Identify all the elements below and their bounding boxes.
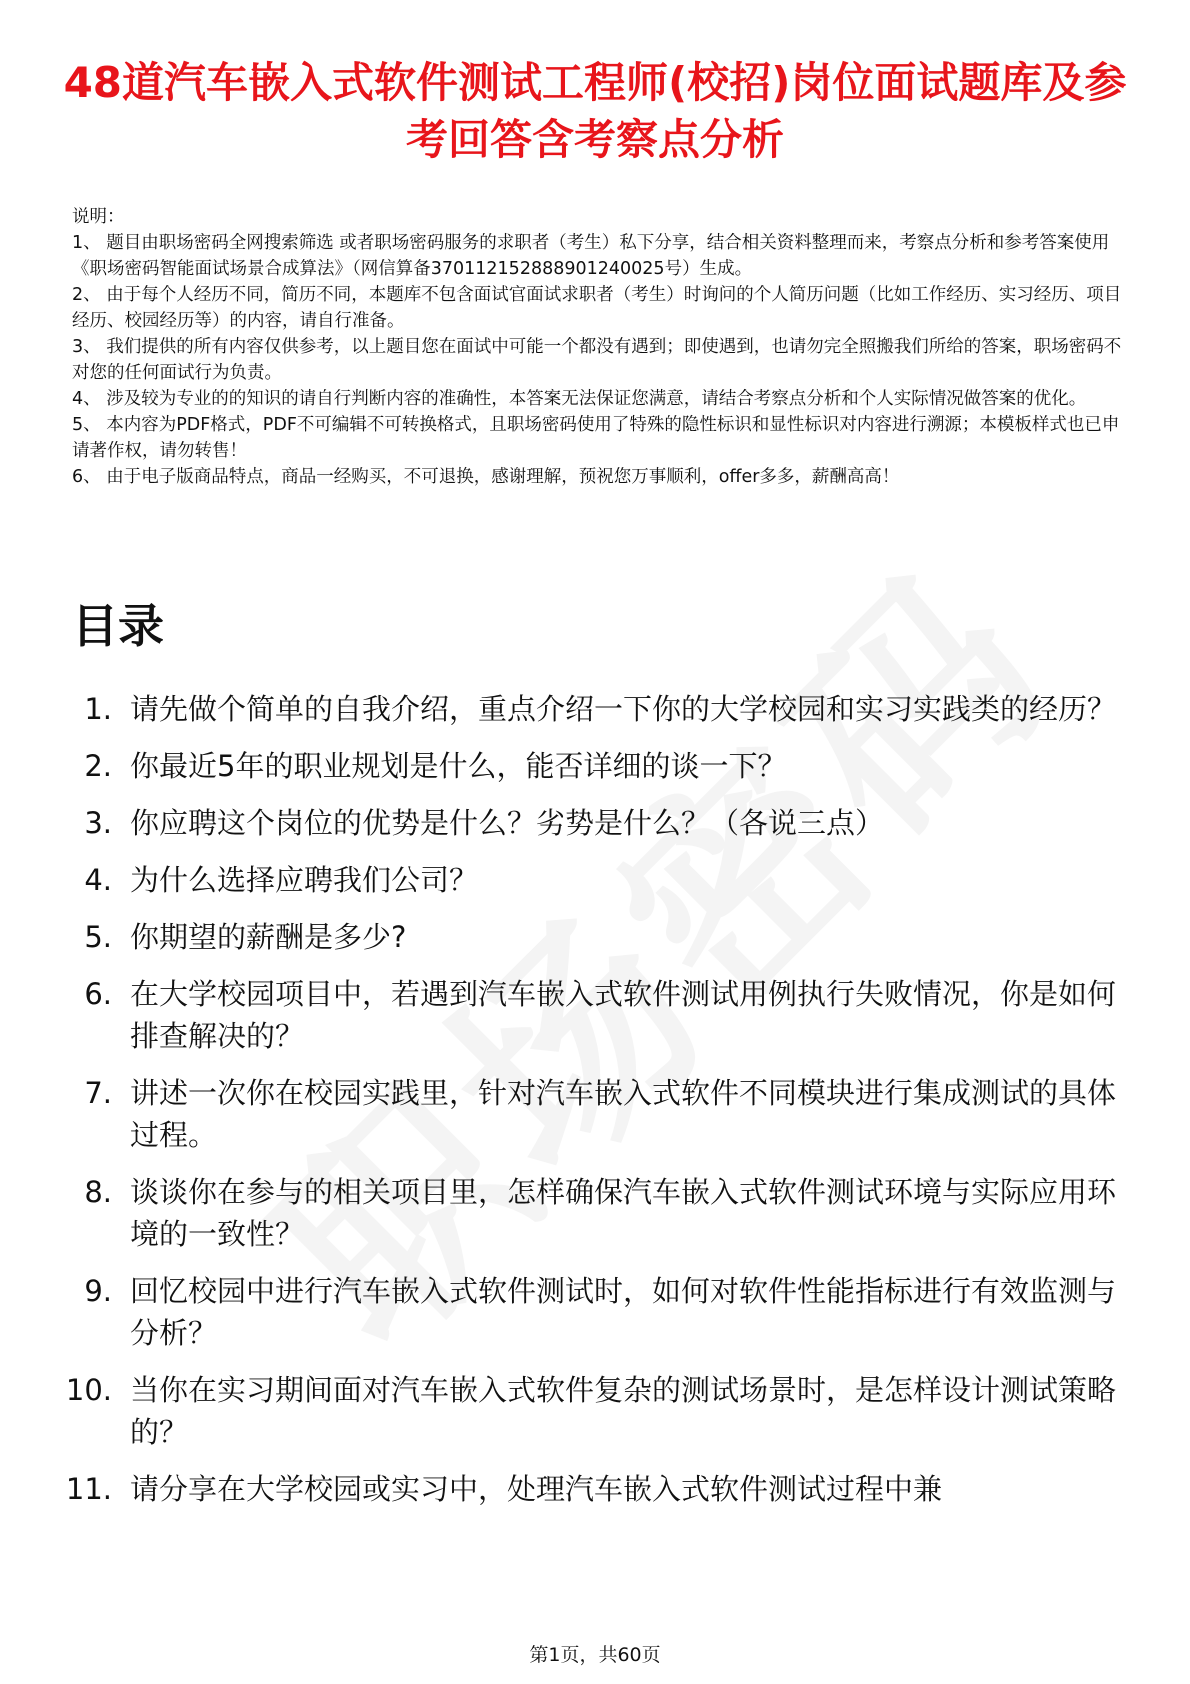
toc-heading: 目录 [72,599,164,653]
toc-item[interactable] [52,688,1122,730]
toc-item[interactable] [52,745,1122,787]
notes-section [72,204,1122,490]
toc-item[interactable] [52,802,1122,844]
toc-item-number: 8. [84,1175,112,1209]
toc-item-number: 6. [84,977,112,1011]
notes-heading: 说明： [72,207,125,227]
toc-item[interactable] [52,1369,1122,1453]
toc-item-text: 讲述一次你在校园实践里，针对汽车嵌入式软件不同模块进行集成测试的具体过程。 [130,1076,1117,1152]
note-item: 4、 涉及较为专业的的知识的请自行判断内容的准确性，本答案无法保证您满意，请结合考察点分析和个人实际情况做答案的优化。 [72,389,1087,409]
toc-item-number: 9. [84,1274,112,1308]
toc-item[interactable] [52,1270,1122,1354]
toc-item[interactable] [52,973,1122,1057]
note-item: 5、 本内容为PDF格式，PDF不可编辑不可转换格式，且职场密码使用了特殊的隐性标识和显性标识对内容进行溯源；本模板样式也已申请著作权，请勿转售！ [72,415,1120,461]
note-item: 2、 由于每个人经历不同，简历不同，本题库不包含面试官面试求职者（考生）时询问的个人简历问题（比如工作经历、实习经历、项目经历、校园经历等）的内容，请自行准备。 [72,285,1122,331]
toc-item[interactable] [52,859,1122,901]
note-item: 1、 题目由职场密码全网搜索筛选 或者职场密码服务的求职者（考生）私下分享，结合相关资料整理而来，考察点分析和参考答案使用《职场密码智能面试场景合成算法》（网信算备370112152888901240025号）生成。 [72,233,1110,279]
toc-item-text: 你期望的薪酬是多少? [130,920,407,954]
page-footer: 第1页，共60页 [529,1644,661,1666]
toc-item-number: 3. [84,806,112,840]
toc-item-number: 10. [65,1373,112,1407]
toc-item-text: 谈谈你在参与的相关项目里，怎样确保汽车嵌入式软件测试环境与实际应用环境的一致性？ [130,1175,1117,1251]
toc-item-number: 4. [84,863,112,897]
toc-item-text: 在大学校园项目中，若遇到汽车嵌入式软件测试用例执行失败情况，你是如何排查解决的？ [130,977,1117,1053]
note-item: 6、 由于电子版商品特点，商品一经购买，不可退换，感谢理解，预祝您万事顺利，offer多多，薪酬高高！ [72,467,900,487]
toc-item[interactable] [52,916,1122,958]
toc-item-text: 请分享在大学校园或实习中，处理汽车嵌入式软件测试过程中兼 [130,1472,943,1506]
toc-item-number: 5. [84,920,112,954]
toc-item-text: 请先做个简单的自我介绍，重点介绍一下你的大学校园和实习实践类的经历？ [130,692,1117,726]
toc-item[interactable] [52,1468,1122,1510]
toc-item-text: 你最近5年的职业规划是什么，能否详细的谈一下？ [130,749,787,783]
note-item: 3、 我们提供的所有内容仅供参考，以上题目您在面试中可能一个都没有遇到；即使遇到，也请勿完全照搬我们所给的答案，职场密码不对您的任何面试行为负责。 [72,337,1122,383]
toc-item-number: 1. [84,692,112,726]
toc-item-number: 7. [84,1076,112,1110]
toc-item-text: 为什么选择应聘我们公司？ [130,863,479,897]
toc-item-text: 回忆校园中进行汽车嵌入式软件测试时，如何对软件性能指标进行有效监测与分析？ [130,1274,1117,1350]
page-title: 48道汽车嵌入式软件测试工程师(校招)岗位面试题库及参考回答含考察点分析 [63,58,1127,164]
toc-item[interactable] [52,1072,1122,1156]
toc-item-number: 11. [65,1472,112,1506]
toc-item[interactable] [52,1171,1122,1255]
toc-item-number: 2. [84,749,112,783]
toc-item-text: 当你在实习期间面对汽车嵌入式软件复杂的测试场景时，是怎样设计测试策略的？ [130,1373,1117,1449]
toc-item-text: 你应聘这个岗位的优势是什么？劣势是什么？（各说三点） [130,806,885,840]
toc-list [52,688,1122,1525]
